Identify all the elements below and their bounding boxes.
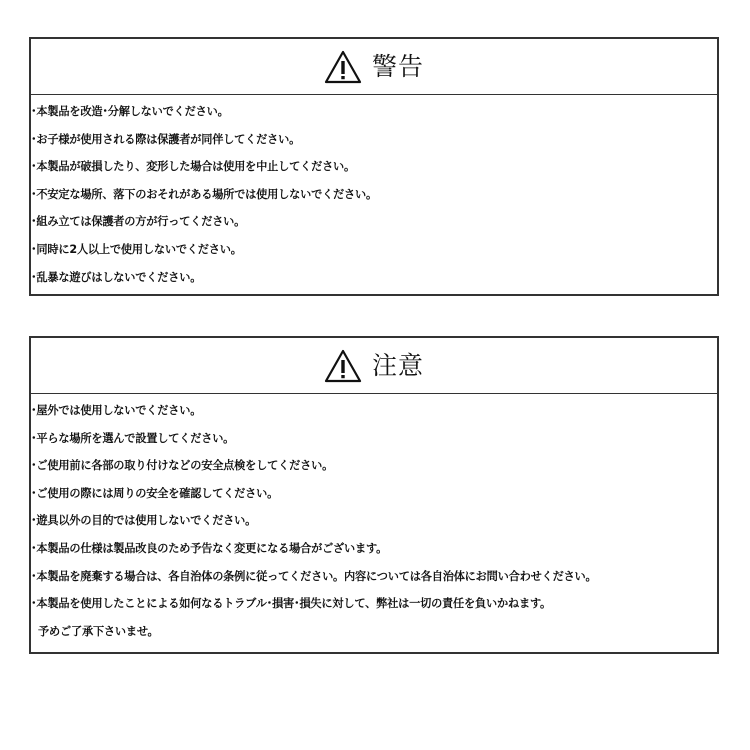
warning-title: 警告 [371, 52, 424, 81]
warning-item: ･組み立ては保護者の方が行ってください。 [31, 215, 246, 229]
caution-item: ･平らな場所を選んで設置してください。 [31, 431, 235, 445]
caution-item: ･本製品を使用したことによる如何なるトラブル･損害･損失に対して、弊社は一切の責任を負いかねます。 [31, 597, 552, 611]
warning-box [29, 37, 719, 296]
caution-box [29, 336, 719, 654]
caution-item: ･本製品を廃棄する場合は、各自治体の条例に従ってください。内容については各自治体にお問い合わせください。 [31, 569, 597, 583]
warning-list [31, 95, 717, 291]
warning-triangle-icon [324, 349, 362, 383]
warning-item: ･お子様が使用される際は保護者が同伴してください。 [31, 132, 301, 146]
warning-item: ･本製品を改造･分解しないでください。 [31, 105, 229, 118]
warning-item: ･不安定な場所、落下のおそれがある場所では使用しないでください。 [31, 187, 378, 201]
caution-item: ･本製品の仕様は製品改良のため予告なく変更になる場合がございます。 [31, 541, 388, 555]
warning-item: ･同時に2人以上で使用しないでください。 [31, 242, 242, 256]
warning-item: ･乱暴な遊びはしないでください。 [31, 270, 202, 284]
caution-title: 注意 [371, 351, 424, 380]
caution-item: ･ご使用の際には周りの安全を確認してください。 [31, 486, 279, 500]
caution-item: 予めご了承下さいませ。 [38, 624, 159, 638]
warning-header [31, 39, 717, 95]
caution-header [31, 338, 717, 394]
caution-item: ･ご使用前に各部の取り付けなどの安全点検をしてください。 [31, 459, 334, 473]
caution-item: ･遊具以外の目的では使用しないでください。 [31, 514, 257, 528]
caution-item: ･屋外では使用しないでください。 [31, 404, 202, 417]
warning-item: ･本製品が破損したり、変形した場合は使用を中止してください。 [31, 160, 356, 174]
caution-list [31, 394, 717, 645]
warning-triangle-icon [324, 50, 362, 84]
